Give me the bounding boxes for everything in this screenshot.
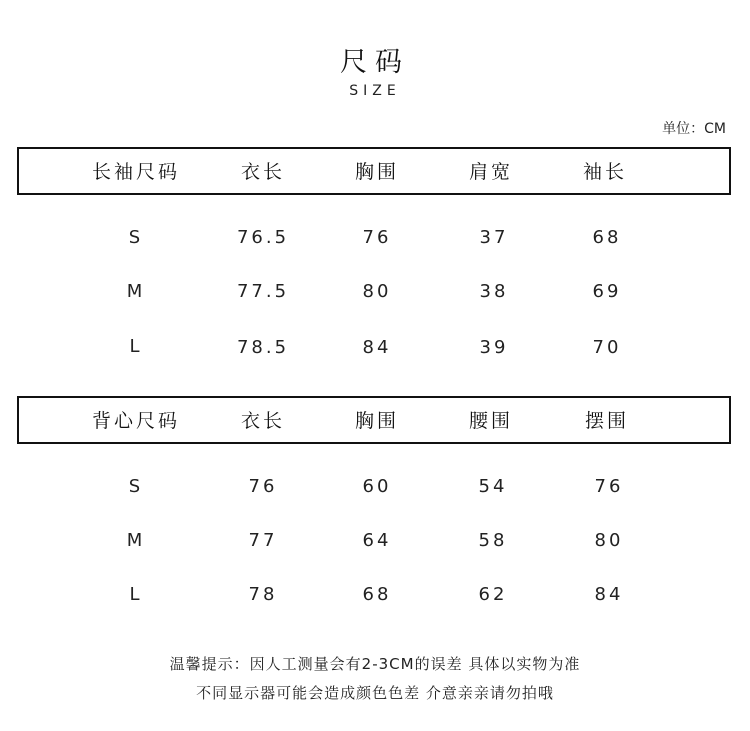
- table1-cell: 70: [592, 337, 622, 358]
- table2-header-length: 衣长: [240, 410, 286, 432]
- table1-cell: 78.5: [236, 337, 290, 358]
- table1-header-sleeve: 袖长: [582, 161, 628, 183]
- table1-header-chest: 胸围: [354, 161, 400, 183]
- table1-cell: L: [129, 336, 143, 357]
- page-subtitle: SIZE: [349, 83, 401, 99]
- table1-cell: S: [128, 227, 144, 248]
- table2-cell: 64: [362, 530, 392, 551]
- table2-cell: 60: [362, 476, 392, 497]
- table2-header-chest: 胸围: [354, 410, 400, 432]
- table2-cell: S: [128, 476, 144, 497]
- table2-cell: 78: [248, 584, 278, 605]
- table1-cell: 77.5: [236, 281, 290, 302]
- table1-cell: 39: [479, 337, 509, 358]
- table1-cell: 76.5: [236, 227, 290, 248]
- page-title: 尺码: [340, 47, 410, 78]
- unit-label: 单位：CM: [662, 121, 726, 137]
- table2-header-size: 背心尺码: [91, 410, 181, 432]
- table1-cell: 76: [362, 227, 392, 248]
- table1-cell: M: [126, 281, 146, 302]
- table2-header-hem: 摆围: [584, 410, 630, 432]
- table2-cell: 80: [594, 530, 624, 551]
- table2-cell: 54: [478, 476, 508, 497]
- color-note: 不同显示器可能会造成颜色色差 介意亲亲请勿拍哦: [196, 684, 554, 702]
- table1-cell: 37: [479, 227, 509, 248]
- table1-cell: 68: [592, 227, 622, 248]
- table2-cell: 76: [248, 476, 278, 497]
- measurement-note: 温馨提示：因人工测量会有2-3CM的误差 具体以实物为准: [169, 655, 581, 673]
- table2-cell: M: [126, 530, 146, 551]
- table2-header-waist: 腰围: [468, 410, 514, 432]
- table1-cell: 38: [479, 281, 509, 302]
- table1-cell: 69: [592, 281, 622, 302]
- table1-cell: 80: [362, 281, 392, 302]
- table2-cell: 76: [594, 476, 624, 497]
- table2-cell: 77: [248, 530, 278, 551]
- table1-header-shoulder: 肩宽: [468, 161, 514, 183]
- table2-cell: 68: [362, 584, 392, 605]
- table2-cell: 84: [594, 584, 624, 605]
- table2-cell: 62: [478, 584, 508, 605]
- table1-cell: 84: [362, 337, 392, 358]
- table2-cell: 58: [478, 530, 508, 551]
- table1-header-size: 长袖尺码: [91, 161, 181, 183]
- table2-cell: L: [129, 584, 143, 605]
- table1-header-length: 衣长: [240, 161, 286, 183]
